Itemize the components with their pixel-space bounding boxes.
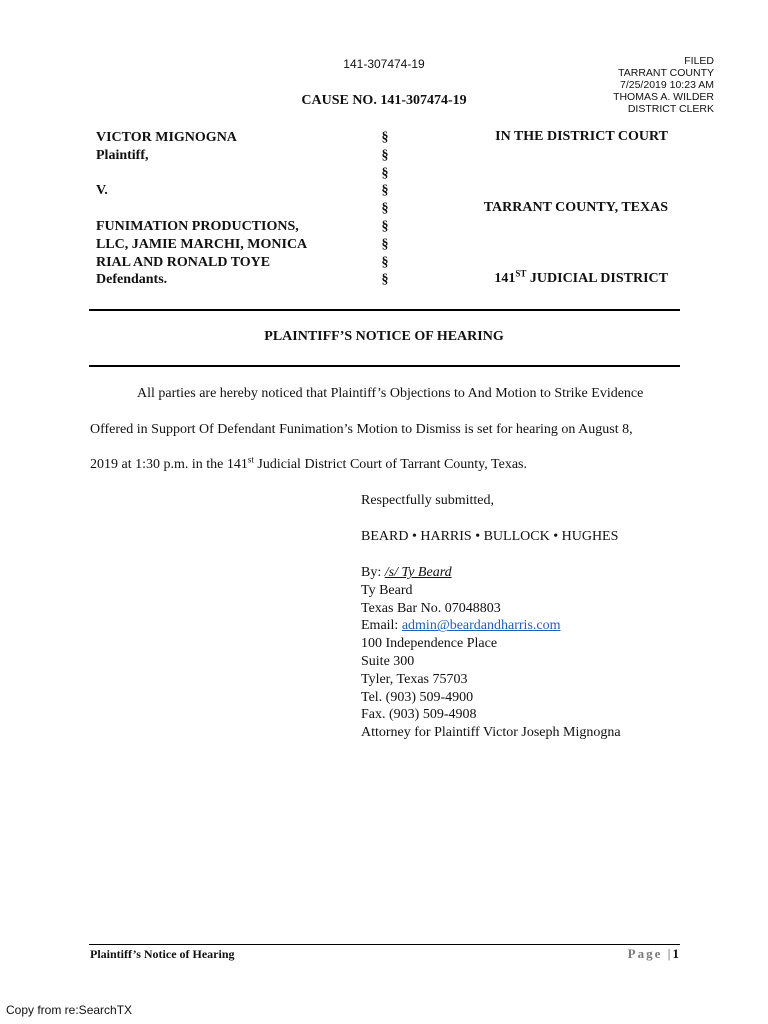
section-symbol: § [381, 201, 389, 217]
closing: Respectfully submitted, [361, 493, 494, 508]
body-line-3 [90, 454, 527, 473]
district-label: JUDICIAL DISTRICT [526, 271, 668, 286]
body-line-1: All parties are hereby noticed that Plaintiff’s Objections to And Motion to Strike Evidence [137, 386, 644, 401]
email-link[interactable]: admin@beardandharris.com [401, 618, 561, 634]
body-line-3b: Judicial District Court of Tarrant County, Texas. [253, 457, 527, 472]
attorney-name: Ty Beard [361, 582, 413, 598]
email-label: Email: [361, 618, 402, 634]
footer-rule [89, 944, 680, 945]
title-rule-bottom [89, 365, 680, 367]
address-line-2: Suite 300 [361, 653, 415, 669]
party-defendants-role: Defendants. [96, 272, 168, 288]
filed-stamp-line: THOMAS A. WILDER [613, 91, 714, 103]
district-number: 141 [494, 271, 516, 286]
versus: V. [96, 183, 108, 199]
body-ordinal: st [247, 454, 254, 465]
party-defendants: LLC, JAMIE MARCHI, MONICA [96, 236, 308, 252]
by-label: By: [361, 565, 385, 580]
firm-name: BEARD • HARRIS • BULLOCK • HUGHES [361, 529, 619, 544]
body-line-2: Offered in Support Of Defendant Funimation’s Motion to Dismiss is set for hearing on August 8, [90, 422, 633, 437]
signature-line [361, 564, 621, 582]
case-number-top: 141-307474-19 [343, 57, 425, 71]
caption-blank [96, 165, 307, 183]
party-defendants: FUNIMATION PRODUCTIONS, [96, 218, 299, 234]
court-county: TARRANT COUNTY, TEXAS [483, 200, 668, 215]
filed-stamp-line: FILED [684, 55, 714, 67]
section-symbol: § [381, 236, 389, 252]
section-symbol: § [381, 254, 389, 270]
fax: Fax. (903) 509-4908 [361, 707, 477, 723]
signature-block [361, 564, 621, 742]
page-label: Page | [627, 946, 673, 961]
filed-stamp-line: TARRANT COUNTY [618, 67, 714, 79]
filed-stamp-line: 7/25/2019 10:23 AM [620, 79, 714, 91]
section-symbol: § [381, 218, 389, 234]
party-defendants: RIAL AND RONALD TOYE [96, 254, 271, 270]
section-symbol: § [381, 183, 389, 199]
cause-number: CAUSE NO. 141-307474-19 [301, 93, 467, 108]
email-line [361, 617, 621, 635]
e-signature: /s/ Ty Beard [384, 565, 452, 580]
party-plaintiff: VICTOR MIGNOGNA [96, 130, 237, 145]
address-line-3: Tyler, Texas 75703 [361, 671, 468, 687]
copy-watermark: Copy from re:SearchTX [6, 1003, 133, 1017]
bar-number: Texas Bar No. 07048803 [361, 600, 501, 616]
telephone: Tel. (903) 509-4900 [361, 689, 474, 705]
section-symbol: § [381, 272, 389, 288]
footer-page [628, 946, 679, 962]
section-symbol: § [381, 165, 389, 181]
caption-parties [96, 129, 307, 289]
court-district [420, 268, 668, 287]
footer-title: Plaintiff’s Notice of Hearing [90, 947, 235, 961]
section-symbol: § [381, 147, 389, 163]
section-symbol: § [381, 130, 389, 145]
page-number: 1 [672, 946, 679, 961]
party-plaintiff-role: Plaintiff, [96, 147, 149, 163]
attorney-role: Attorney for Plaintiff Victor Joseph Mignogna [361, 725, 621, 741]
section-symbols [378, 129, 392, 289]
address-line-1: 100 Independence Place [361, 636, 498, 652]
filed-stamp-line: DISTRICT CLERK [627, 103, 714, 115]
caption-blank [96, 200, 307, 218]
district-ordinal: ST [515, 268, 527, 279]
title-rule-top [89, 309, 680, 311]
court-name: IN THE DISTRICT COURT [495, 129, 668, 144]
body-line-3a: 2019 at 1:30 p.m. in the 141 [90, 457, 248, 472]
document-title: PLAINTIFF’S NOTICE OF HEARING [264, 329, 504, 344]
